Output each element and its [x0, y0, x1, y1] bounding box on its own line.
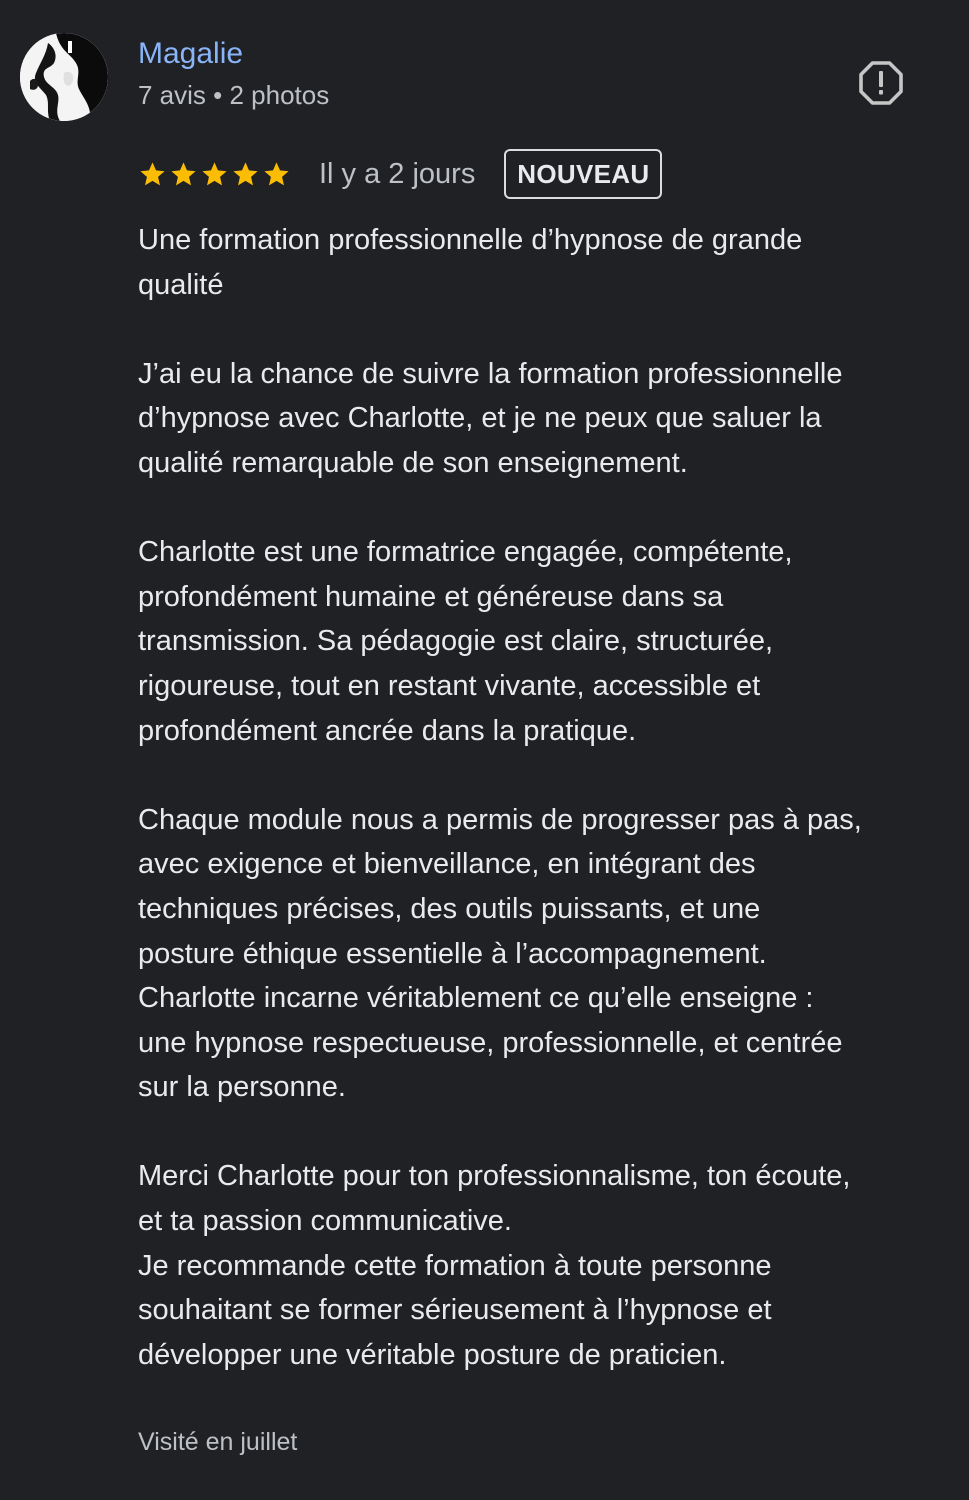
review-line: qualité	[138, 268, 224, 301]
review-line: rigoureuse, tout en restant vivante, accessible et	[138, 669, 761, 702]
star-icon	[200, 160, 229, 189]
report-button[interactable]	[857, 59, 905, 107]
avatar-image	[20, 33, 108, 121]
review-line: Charlotte incarne véritablement ce qu’elle enseigne :	[138, 982, 814, 1015]
review-paragraph	[138, 798, 948, 1110]
review-line: posture éthique essentielle à l’accompagnement.	[138, 937, 767, 970]
star-icon	[169, 160, 198, 189]
review-line: profondément humaine et généreuse dans sa	[138, 580, 724, 613]
visit-info: Visité en juillet	[138, 1428, 298, 1456]
review-line: souhaitant se former sérieusement à l’hypnose et	[138, 1294, 772, 1327]
review-paragraph	[138, 352, 948, 486]
review-paragraph	[138, 1154, 948, 1377]
review-text	[138, 218, 948, 1422]
review-line: J’ai eu la chance de suivre la formation professionnelle	[138, 357, 843, 390]
review-line: développer une véritable posture de praticien.	[138, 1338, 727, 1371]
review-line: d’hypnose avec Charlotte, et je ne peux que saluer la	[138, 402, 822, 435]
star-rating	[138, 160, 291, 189]
reviewer-name[interactable]: Magalie	[138, 37, 244, 70]
review-paragraph	[138, 530, 948, 753]
review-line: Merci Charlotte pour ton professionnalisme, ton écoute,	[138, 1160, 851, 1193]
review-paragraph	[138, 218, 948, 307]
new-badge: NOUVEAU	[504, 149, 662, 199]
review-line: une hypnose respectueuse, professionnelle, et centrée	[138, 1026, 843, 1059]
review-line: Je recommande cette formation à toute personne	[138, 1249, 772, 1282]
review-time: Il y a 2 jours	[319, 157, 476, 190]
review-line: profondément ancrée dans la pratique.	[138, 714, 637, 747]
review-line: techniques précises, des outils puissants, et une	[138, 892, 761, 925]
review-line: Une formation professionnelle d’hypnose de grande	[138, 224, 803, 256]
review-line: Charlotte est une formatrice engagée, compétente,	[138, 536, 793, 569]
review-line: qualité remarquable de son enseignement.	[138, 446, 688, 479]
star-icon	[262, 160, 291, 189]
avatar[interactable]	[20, 33, 108, 121]
review-line: avec exigence et bienveillance, en intégrant des	[138, 848, 756, 881]
review-line: Chaque module nous a permis de progresser pas à pas,	[138, 803, 862, 836]
rating-row	[138, 146, 662, 202]
review-line: transmission. Sa pédagogie est claire, structurée,	[138, 625, 774, 658]
review-line: sur la personne.	[138, 1071, 346, 1104]
star-icon	[138, 160, 167, 189]
review-line: et ta passion communicative.	[138, 1205, 512, 1238]
reviewer-meta[interactable]: 7 avis • 2 photos	[138, 80, 330, 110]
report-flag-icon	[857, 59, 905, 107]
star-icon	[231, 160, 260, 189]
